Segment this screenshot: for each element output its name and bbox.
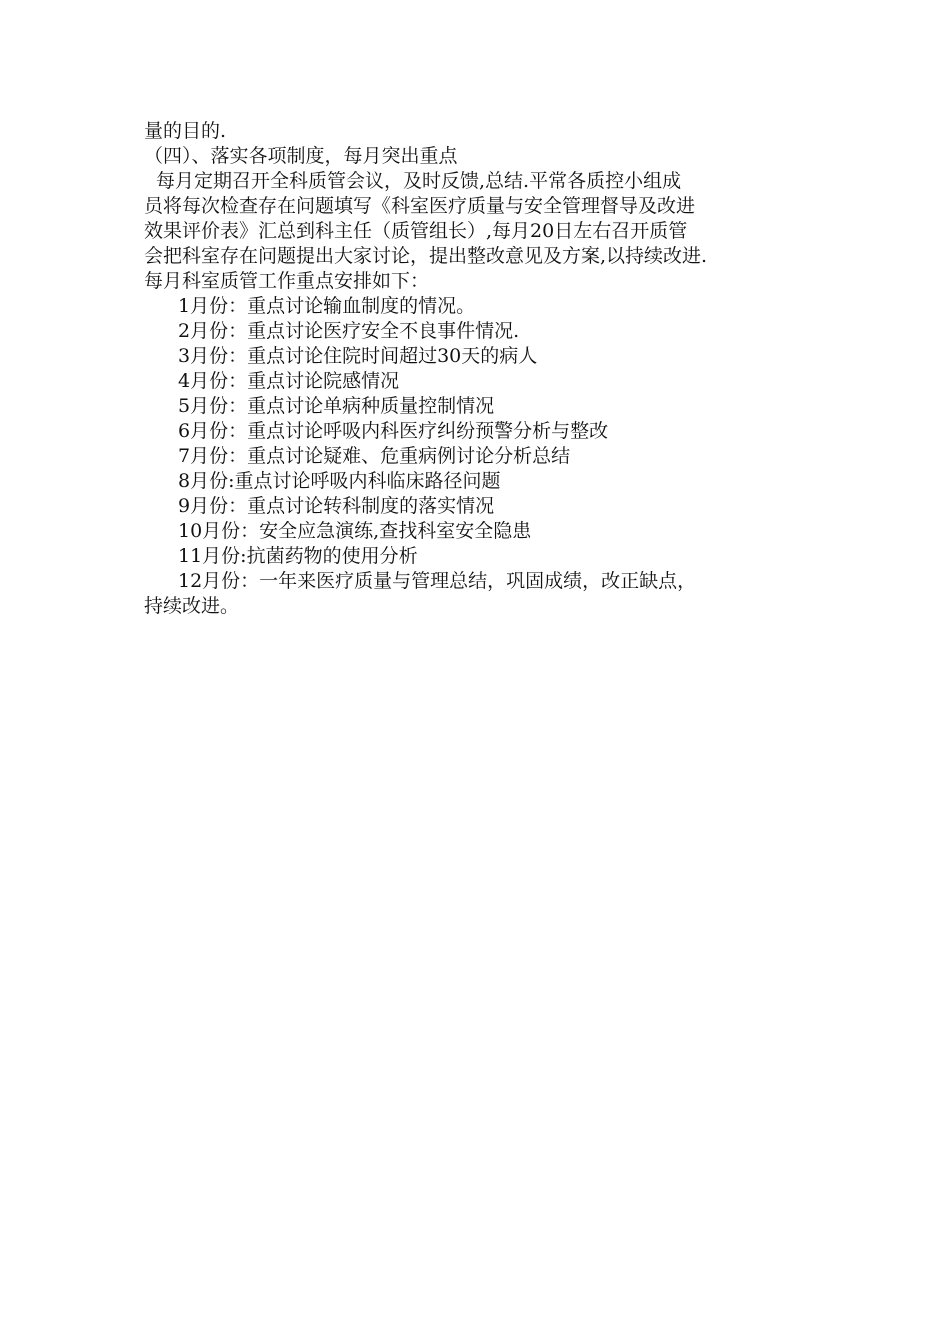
month-item-1: 1月份：重点讨论输血制度的情况。 — [178, 295, 476, 317]
month-item-9: 9月份：重点讨论转科制度的落实情况 — [178, 495, 495, 517]
month-item-4: 4月份：重点讨论院感情况 — [178, 370, 400, 392]
paragraph-line: 员将每次检查存在问题填写《科室医疗质量与安全管理督导及改进 — [144, 195, 696, 217]
month-item-7: 7月份：重点讨论疑难、危重病例讨论分析总结 — [178, 445, 571, 467]
document-body — [144, 119, 824, 619]
paragraph-line: 每月定期召开全科质管会议，及时反馈,总结.平常各质控小组成 — [156, 170, 682, 192]
month-item-2: 2月份：重点讨论医疗安全不良事件情况. — [178, 320, 520, 342]
paragraph-line: 量的目的. — [144, 120, 227, 142]
paragraph-line: 会把科室存在问题提出大家讨论，提出整改意见及方案,以持续改进. — [144, 245, 708, 267]
month-item-6: 6月份：重点讨论呼吸内科医疗纠纷预警分析与整改 — [178, 420, 609, 442]
closing-line: 持续改进。 — [144, 595, 240, 617]
paragraph-line: 效果评价表》汇总到科主任（质管组长）,每月20日左右召开质管 — [144, 220, 688, 242]
month-item-11: 11月份:抗菌药物的使用分析 — [178, 545, 418, 567]
month-item-8: 8月份:重点讨论呼吸内科临床路径问题 — [178, 470, 501, 492]
month-item-3: 3月份：重点讨论住院时间超过30天的病人 — [178, 345, 538, 367]
paragraph-line: 每月科室质管工作重点安排如下： — [144, 270, 430, 292]
section-heading: （四）、落实各项制度，每月突出重点 — [144, 145, 458, 167]
month-item-5: 5月份：重点讨论单病种质量控制情况 — [178, 395, 495, 417]
month-item-10: 10月份：安全应急演练,查找科室安全隐患 — [178, 520, 532, 542]
month-item-12: 12月份：一年来医疗质量与管理总结，巩固成绩，改正缺点， — [178, 570, 697, 592]
